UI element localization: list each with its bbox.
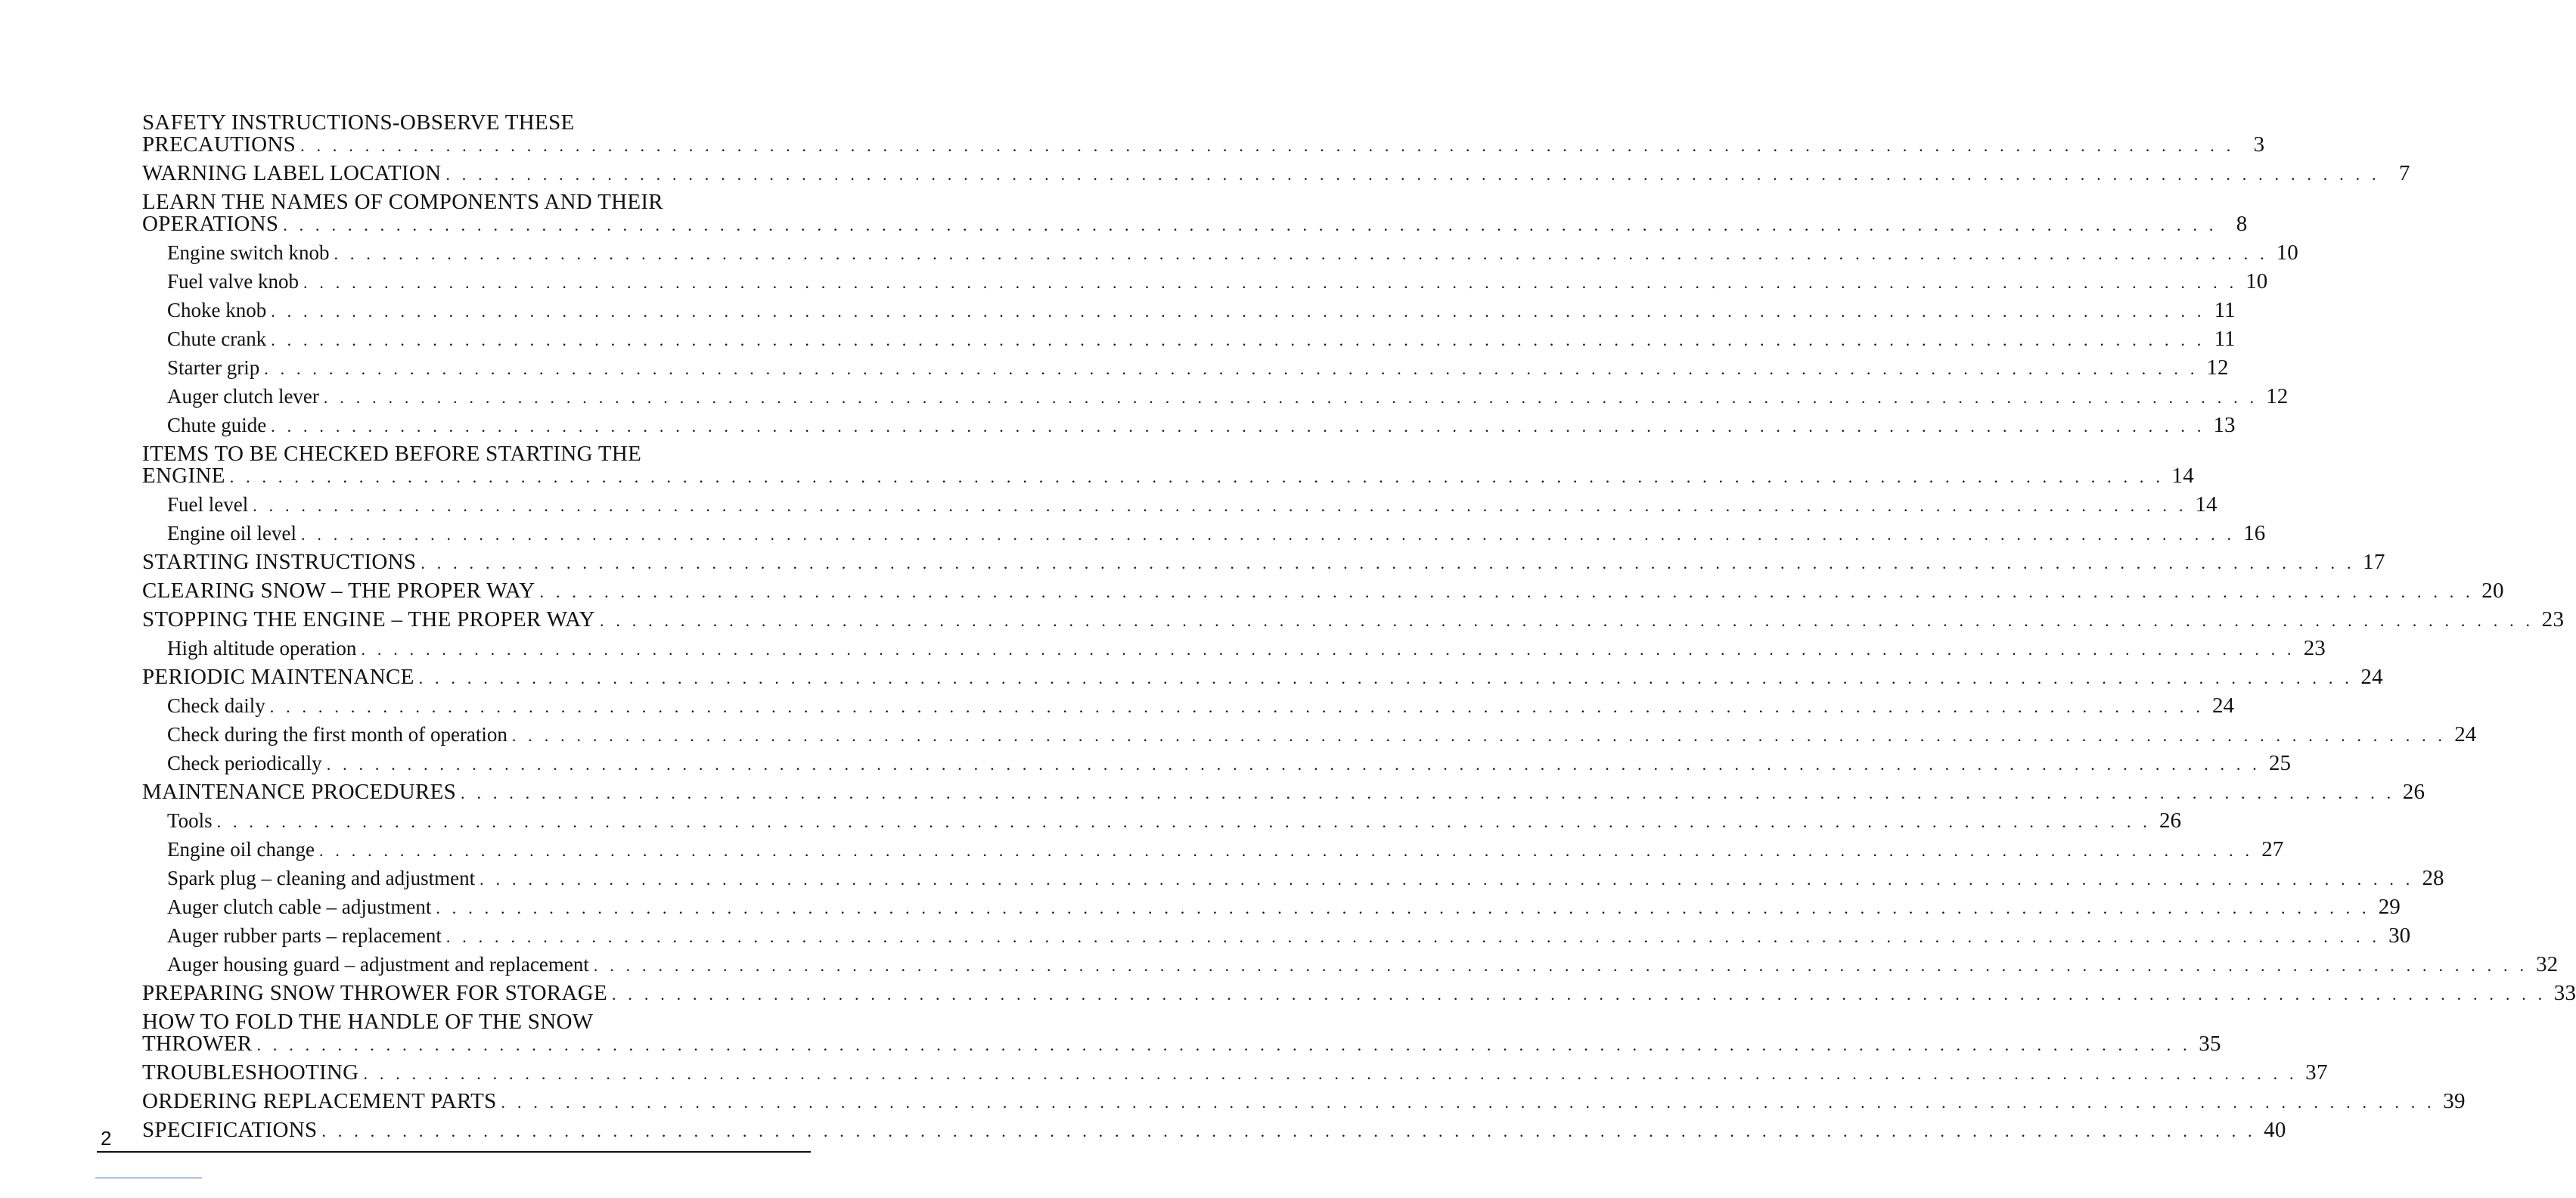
toc-section-entry[interactable] (142, 161, 2410, 185)
toc-section-entry[interactable] (142, 579, 2504, 603)
toc-subsection-entry[interactable] (142, 694, 2235, 718)
toc-entry-title: PERIODIC MAINTENANCE (142, 665, 414, 689)
toc-entry-title: PREPARING SNOW THROWER FOR STORAGE (142, 981, 608, 1005)
toc-subsection-entry[interactable] (142, 521, 2266, 545)
toc-page-number: 27 (2261, 837, 2284, 861)
toc-entry-title-line: ITEMS TO BE CHECKED BEFORE STARTING THE (142, 442, 642, 466)
toc-page-number: 14 (2195, 492, 2218, 517)
toc-subsection-entry[interactable] (142, 923, 2411, 948)
dot-leader: . . . . . . . . . . . . . . . . . . . . . . . . . . . . . . . . . . . . . . . . . . . . . . . . . . . . . . . . . . . . . . . . . . . . . . . . . . . . . . . . . . . . . . . . . . . . . . . . . . . . . . . . . . . . . . . . . . . . . . . . (511, 726, 2447, 745)
toc-entry-title: Check during the first month of operation (167, 723, 507, 746)
dot-leader: . . . . . . . . . . . . . . . . . . . . . . . . . . . . . . . . . . . . . . . . . . . . . . . . . . . . . . . . . . . . . . . . . . . . . . . . . . . . . . . . . . . . . . . . . . . . . . . . . . . . . . . . . . . . . . . . . . . . . . . . (599, 611, 2534, 630)
dot-leader: . . . . . . . . . . . . . . . . . . . . . . . . . . . . . . . . . . . . . . . . . . . . . . . . . . . . . . . . . . . . . . . . . . . . . . . . . . . . . . . . . . . . . . . . . . . . . . . . . . . . . . . . . . . . . . . . . . . . . . . . (326, 755, 2261, 774)
dot-leader: . . . . . . . . . . . . . . . . . . . . . . . . . . . . . . . . . . . . . . . . . . . . . . . . . . . . . . . . . . . . . . . . . . . . . . . . . . . . . . . . . . . . . . . . . . . . . . . . . . . . . . . . . . . . . . . . . . . . . . . . (612, 985, 2547, 1004)
toc-entry-title: Auger rubber parts – replacement (167, 924, 442, 947)
toc-section-entry[interactable] (142, 981, 2576, 1005)
toc-subsection-entry[interactable] (142, 722, 2477, 746)
dot-leader: . . . . . . . . . . . . . . . . . . . . . . . . . . . . . . . . . . . . . . . . . . . . . . . . . . . . . . . . . . . . . . . . . . . . . . . . . . . . . . . . . . . . . . . . . . . . . . . . . . . . . . . . . . . . . . . . . . . . . . . . (445, 927, 2381, 946)
toc-subsection-entry[interactable] (142, 636, 2326, 660)
dot-leader: . . . . . . . . . . . . . . . . . . . . . . . . . . . . . . . . . . . . . . . . . . . . . . . . . . . . . . . . . . . . . . . . . . . . . . . . . . . . . . . . . . . . . . . . . . . . . . . . . . . . . . . . . . . . . . . . . . . . . . . . (480, 870, 2414, 889)
toc-page-number: 24 (2454, 722, 2477, 746)
dot-leader: . . . . . . . . . . . . . . . . . . . . . . . . . . . . . . . . . . . . . . . . . . . . . . . . . . . . . . . . . . . . . . . . . . . . . . . . . . . . . . . . . . . . . . . . . . . . . . . . . . . . . . . . . . . . . . . . . . . . . . . . (269, 697, 2205, 716)
toc-section-entry[interactable] (142, 1118, 2286, 1142)
toc-subsection-entry[interactable] (142, 384, 2289, 408)
toc-section-entry[interactable] (142, 665, 2383, 689)
toc-page-number: 23 (2541, 607, 2565, 632)
toc-section-entry[interactable] (142, 1089, 2466, 1113)
dot-leader: . . . . . . . . . . . . . . . . . . . . . . . . . . . . . . . . . . . . . . . . . . . . . . . . . . . . . . . . . . . . . . . . . . . . . . . . . . . . . . . . . . . . . . . . . . . . . . . . . . . . . . . . . . . . . . . . . . . . . . . . (303, 273, 2238, 292)
dot-leader: . . . . . . . . . . . . . . . . . . . . . . . . . . . . . . . . . . . . . . . . . . . . . . . . . . . . . . . . . . . . . . . . . . . . . . . . . . . . . . . . . . . . . . . . . . . . . . . . . . . . . . . . . . . . . . . . . . . . . . . . (271, 302, 2205, 321)
toc-page-number: 16 (2243, 521, 2266, 545)
toc-subsection-entry[interactable] (142, 895, 2401, 919)
toc-page-number: 11 (2214, 327, 2236, 351)
table-of-contents (142, 110, 2576, 1148)
toc-page-number: 20 (2481, 579, 2504, 603)
toc-entry-title-line: HOW TO FOLD THE HANDLE OF THE SNOW (142, 1010, 594, 1034)
dot-leader: . . . . . . . . . . . . . . . . . . . . . . . . . . . . . . . . . . . . . . . . . . . . . . . . . . . . . . . . . . . . . . . . . . . . . . . . . . . . . . . . . . . . . . . . . . . . . . . . . . . . . . . . . . . . . . . . . . . . . . . . (283, 216, 2218, 234)
dot-leader: . . . . . . . . . . . . . . . . . . . . . . . . . . . . . . . . . . . . . . . . . . . . . . . . . . . . . . . . . . . . . . . . . . . . . . . . . . . . . . . . . . . . . . . . . . . . . . . . . . . . . . . . . . . . . . . . . . . . . . . . (264, 359, 2199, 378)
toc-page-number: 10 (2276, 241, 2298, 265)
dot-leader: . . . . . . . . . . . . . . . . . . . . . . . . . . . . . . . . . . . . . . . . . . . . . . . . . . . . . . . . . . . . . . . . . . . . . . . . . . . . . . . . . . . . . . . . . . . . . . . . . . . . . . . . . . . . . . . . . . . . . . . . (421, 554, 2355, 573)
toc-entry-title: ORDERING REPLACEMENT PARTS (142, 1089, 497, 1113)
toc-page-number: 10 (2245, 269, 2268, 293)
toc-subsection-entry[interactable] (142, 952, 2559, 976)
toc-section-entry[interactable] (142, 110, 2265, 157)
toc-entry-title: Choke knob (167, 299, 267, 321)
toc-page-number: 32 (2536, 952, 2559, 976)
dot-leader: . . . . . . . . . . . . . . . . . . . . . . . . . . . . . . . . . . . . . . . . . . . . . . . . . . . . . . . . . . . . . . . . . . . . . . . . . . . . . . . . . . . . . . . . . . . . . . . . . . . . . . . . . . . . . . . . . . . . . . . . (318, 841, 2254, 860)
toc-page-number: 12 (2266, 384, 2289, 408)
toc-entry-title: STARTING INSTRUCTIONS (142, 550, 417, 574)
dot-leader: . . . . . . . . . . . . . . . . . . . . . . . . . . . . . . . . . . . . . . . . . . . . . . . . . . . . . . . . . . . . . . . . . . . . . . . . . . . . . . . . . . . . . . . . . . . . . . . . . . . . . . . . . . . . . . . . . . . . . . . . (501, 1093, 2435, 1112)
toc-subsection-entry[interactable] (142, 866, 2444, 890)
toc-entry-title: WARNING LABEL LOCATION (142, 161, 442, 185)
toc-subsection-entry[interactable] (142, 751, 2291, 775)
toc-page-number: 24 (2360, 665, 2383, 689)
dot-leader: . . . . . . . . . . . . . . . . . . . . . . . . . . . . . . . . . . . . . . . . . . . . . . . . . . . . . . . . . . . . . . . . . . . . . . . . . . . . . . . . . . . . . . . . . . . . . . . . . . . . . . . . . . . . . . . . . . . . . . . . (461, 784, 2395, 802)
toc-entry-title: Engine switch knob (167, 241, 330, 264)
toc-section-entry[interactable] (142, 442, 2195, 488)
toc-page-number: 30 (2388, 923, 2411, 948)
toc-subsection-entry[interactable] (142, 327, 2236, 351)
toc-subsection-entry[interactable] (142, 298, 2236, 322)
toc-page-number: 26 (2402, 780, 2425, 804)
toc-page-number: 7 (2398, 161, 2410, 185)
dot-leader: . . . . . . . . . . . . . . . . . . . . . . . . . . . . . . . . . . . . . . . . . . . . . . . . . . . . . . . . . . . . . . . . . . . . . . . . . . . . . . . . . . . . . . . . . . . . . . . . . . . . . . . . . . . . . . . . . . . . . . . . (271, 331, 2205, 349)
toc-page-number: 33 (2553, 981, 2576, 1005)
dot-leader: . . . . . . . . . . . . . . . . . . . . . . . . . . . . . . . . . . . . . . . . . . . . . . . . . . . . . . . . . . . . . . . . . . . . . . . . . . . . . . . . . . . . . . . . . . . . . . . . . . . . . . . . . . . . . . . . . . . . . . . . (253, 496, 2187, 515)
toc-entry-title: TROUBLESHOOTING (142, 1060, 359, 1085)
toc-subsection-entry[interactable] (142, 413, 2236, 437)
toc-entry-title: ENGINE (142, 464, 225, 488)
dot-leader: . . . . . . . . . . . . . . . . . . . . . . . . . . . . . . . . . . . . . . . . . . . . . . . . . . . . . . . . . . . . . . . . . . . . . . . . . . . . . . . . . . . . . . . . . . . . . . . . . . . . . . . . . . . . . . . . . . . . . . . . (256, 1035, 2191, 1054)
toc-entry-title: MAINTENANCE PROCEDURES (142, 780, 457, 804)
footer-rule (97, 1151, 811, 1153)
toc-page-number: 3 (2253, 132, 2265, 157)
toc-subsection-entry[interactable] (142, 355, 2229, 380)
toc-section-entry[interactable] (142, 1010, 2221, 1056)
toc-entry-title: Tools (167, 809, 213, 832)
toc-entry-title: Check daily (167, 694, 265, 717)
toc-entry-title: Engine oil change (167, 838, 315, 861)
toc-page-number: 35 (2199, 1032, 2221, 1056)
toc-page-number: 11 (2214, 298, 2236, 322)
dot-leader: . . . . . . . . . . . . . . . . . . . . . . . . . . . . . . . . . . . . . . . . . . . . . . . . . . . . . . . . . . . . . . . . . . . . . . . . . . . . . . . . . . . . . . . . . . . . . . . . . . . . . . . . . . . . . . . . . . . . . . . . (363, 1064, 2298, 1083)
toc-section-entry[interactable] (142, 780, 2425, 804)
dot-leader: . . . . . . . . . . . . . . . . . . . . . . . . . . . . . . . . . . . . . . . . . . . . . . . . . . . . . . . . . . . . . . . . . . . . . . . . . . . . . . . . . . . . . . . . . . . . . . . . . . . . . . . . . . . . . . . . . . . . . . . . (445, 165, 2380, 184)
toc-page-number: 25 (2269, 751, 2291, 775)
toc-entry-title: Starter grip (167, 356, 260, 379)
dot-leader: . . . . . . . . . . . . . . . . . . . . . . . . . . . . . . . . . . . . . . . . . . . . . . . . . . . . . . . . . . . . . . . . . . . . . . . . . . . . . . . . . . . . . . . . . . . . . . . . . . . . . . . . . . . . . . . . . . . . . . . . (300, 525, 2236, 544)
toc-entry-title: High altitude operation (167, 637, 357, 660)
toc-page-number: 26 (2159, 808, 2181, 833)
dot-leader: . . . . . . . . . . . . . . . . . . . . . . . . . . . . . . . . . . . . . . . . . . . . . . . . . . . . . . . . . . . . . . . . . . . . . . . . . . . . . . . . . . . . . . . . . . . . . . . . . . . . . . . . . . . . . . . . . . . . . . . . (418, 669, 2353, 687)
toc-subsection-entry[interactable] (142, 808, 2181, 833)
toc-page-number: 8 (2236, 212, 2248, 236)
toc-entry-title: Fuel valve knob (167, 270, 299, 293)
toc-entry-title: Auger clutch cable – adjustment (167, 895, 432, 918)
dot-leader: . . . . . . . . . . . . . . . . . . . . . . . . . . . . . . . . . . . . . . . . . . . . . . . . . . . . . . . . . . . . . . . . . . . . . . . . . . . . . . . . . . . . . . . . . . . . . . . . . . . . . . . . . . . . . . . . . . . . . . . . (229, 467, 2165, 486)
toc-page-number: 37 (2305, 1060, 2328, 1085)
dot-leader: . . . . . . . . . . . . . . . . . . . . . . . . . . . . . . . . . . . . . . . . . . . . . . . . . . . . . . . . . . . . . . . . . . . . . . . . . . . . . . . . . . . . . . . . . . . . . . . . . . . . . . . . . . . . . . . . . . . . . . . . (593, 956, 2528, 975)
toc-entry-title: CLEARING SNOW – THE PROPER WAY (142, 579, 535, 603)
dot-leader: . . . . . . . . . . . . . . . . . . . . . . . . . . . . . . . . . . . . . . . . . . . . . . . . . . . . . . . . . . . . . . . . . . . . . . . . . . . . . . . . . . . . . . . . . . . . . . . . . . . . . . . . . . . . . . . . . . . . . . . . (323, 388, 2258, 407)
page-number: 2 (101, 1127, 112, 1150)
dot-leader: . . . . . . . . . . . . . . . . . . . . . . . . . . . . . . . . . . . . . . . . . . . . . . . . . . . . . . . . . . . . . . . . . . . . . . . . . . . . . . . . . . . . . . . . . . . . . . . . . . . . . . . . . . . . . . . . . . . . . . . . (334, 244, 2268, 263)
toc-page-number: 13 (2213, 413, 2236, 437)
dot-leader: . . . . . . . . . . . . . . . . . . . . . . . . . . . . . . . . . . . . . . . . . . . . . . . . . . . . . . . . . . . . . . . . . . . . . . . . . . . . . . . . . . . . . . . . . . . . . . . . . . . . . . . . . . . . . . . . . . . . . . . . (539, 582, 2474, 601)
toc-page-number: 24 (2212, 694, 2235, 718)
dot-leader: . . . . . . . . . . . . . . . . . . . . . . . . . . . . . . . . . . . . . . . . . . . . . . . . . . . . . . . . . . . . . . . . . . . . . . . . . . . . . . . . . . . . . . . . . . . . . . . . . . . . . . . . . . . . . . . . . . . . . . . . (436, 898, 2370, 917)
toc-entry-title: Check periodically (167, 752, 322, 774)
toc-entry-title: Spark plug – cleaning and adjustment (167, 867, 476, 889)
toc-entry-title: THROWER (142, 1032, 253, 1056)
dot-leader: . . . . . . . . . . . . . . . . . . . . . . . . . . . . . . . . . . . . . . . . . . . . . . . . . . . . . . . . . . . . . . . . . . . . . . . . . . . . . . . . . . . . . . . . . . . . . . . . . . . . . . . . . . . . . . . . . . . . . . . . (216, 812, 2151, 831)
toc-entry-title: SPECIFICATIONS (142, 1118, 318, 1142)
toc-page-number: 17 (2363, 550, 2385, 574)
toc-entry-title: Auger clutch lever (167, 385, 319, 408)
dot-leader: . . . . . . . . . . . . . . . . . . . . . . . . . . . . . . . . . . . . . . . . . . . . . . . . . . . . . . . . . . . . . . . . . . . . . . . . . . . . . . . . . . . . . . . . . . . . . . . . . . . . . . . . . . . . . . . . . . . . . . . . (321, 1122, 2256, 1141)
toc-page-number: 14 (2171, 464, 2195, 488)
toc-entry-title-line: SAFETY INSTRUCTIONS-OBSERVE THESE (142, 110, 575, 135)
toc-section-entry[interactable] (142, 607, 2565, 632)
toc-entry-title-line: LEARN THE NAMES OF COMPONENTS AND THEIR (142, 190, 663, 214)
toc-entry-title: Chute guide (167, 414, 267, 436)
toc-page-number: 29 (2378, 895, 2401, 919)
toc-entry-title: STOPPING THE ENGINE – THE PROPER WAY (142, 607, 595, 632)
dot-leader: . . . . . . . . . . . . . . . . . . . . . . . . . . . . . . . . . . . . . . . . . . . . . . . . . . . . . . . . . . . . . . . . . . . . . . . . . . . . . . . . . . . . . . . . . . . . . . . . . . . . . . . . . . . . . . . . . . . . . . . . (361, 640, 2295, 659)
toc-entry-title: OPERATIONS (142, 212, 279, 236)
toc-section-entry[interactable] (142, 1060, 2328, 1085)
toc-page-number: 39 (2443, 1089, 2466, 1113)
toc-page-number: 23 (2303, 636, 2326, 660)
toc-subsection-entry[interactable] (142, 241, 2298, 265)
toc-entry-title: PRECAUTIONS (142, 132, 296, 157)
dot-leader: . . . . . . . . . . . . . . . . . . . . . . . . . . . . . . . . . . . . . . . . . . . . . . . . . . . . . . . . . . . . . . . . . . . . . . . . . . . . . . . . . . . . . . . . . . . . . . . . . . . . . . . . . . . . . . . . . . . . . . . . (300, 136, 2235, 155)
toc-entry-title: Fuel level (167, 493, 249, 516)
toc-page-number: 12 (2206, 355, 2229, 380)
toc-section-entry[interactable] (142, 550, 2385, 574)
toc-entry-title: Chute crank (167, 327, 267, 350)
toc-subsection-entry[interactable] (142, 269, 2268, 293)
toc-entry-title: Auger housing guard – adjustment and replacement (167, 953, 589, 976)
toc-page-number: 28 (2422, 866, 2444, 890)
toc-subsection-entry[interactable] (142, 837, 2284, 861)
toc-section-entry[interactable] (142, 190, 2248, 236)
toc-entry-title: Engine oil level (167, 522, 296, 545)
toc-subsection-entry[interactable] (142, 492, 2218, 517)
dot-leader: . . . . . . . . . . . . . . . . . . . . . . . . . . . . . . . . . . . . . . . . . . . . . . . . . . . . . . . . . . . . . . . . . . . . . . . . . . . . . . . . . . . . . . . . . . . . . . . . . . . . . . . . . . . . . . . . . . . . . . . . (271, 417, 2205, 436)
toc-page-number: 40 (2264, 1118, 2286, 1142)
